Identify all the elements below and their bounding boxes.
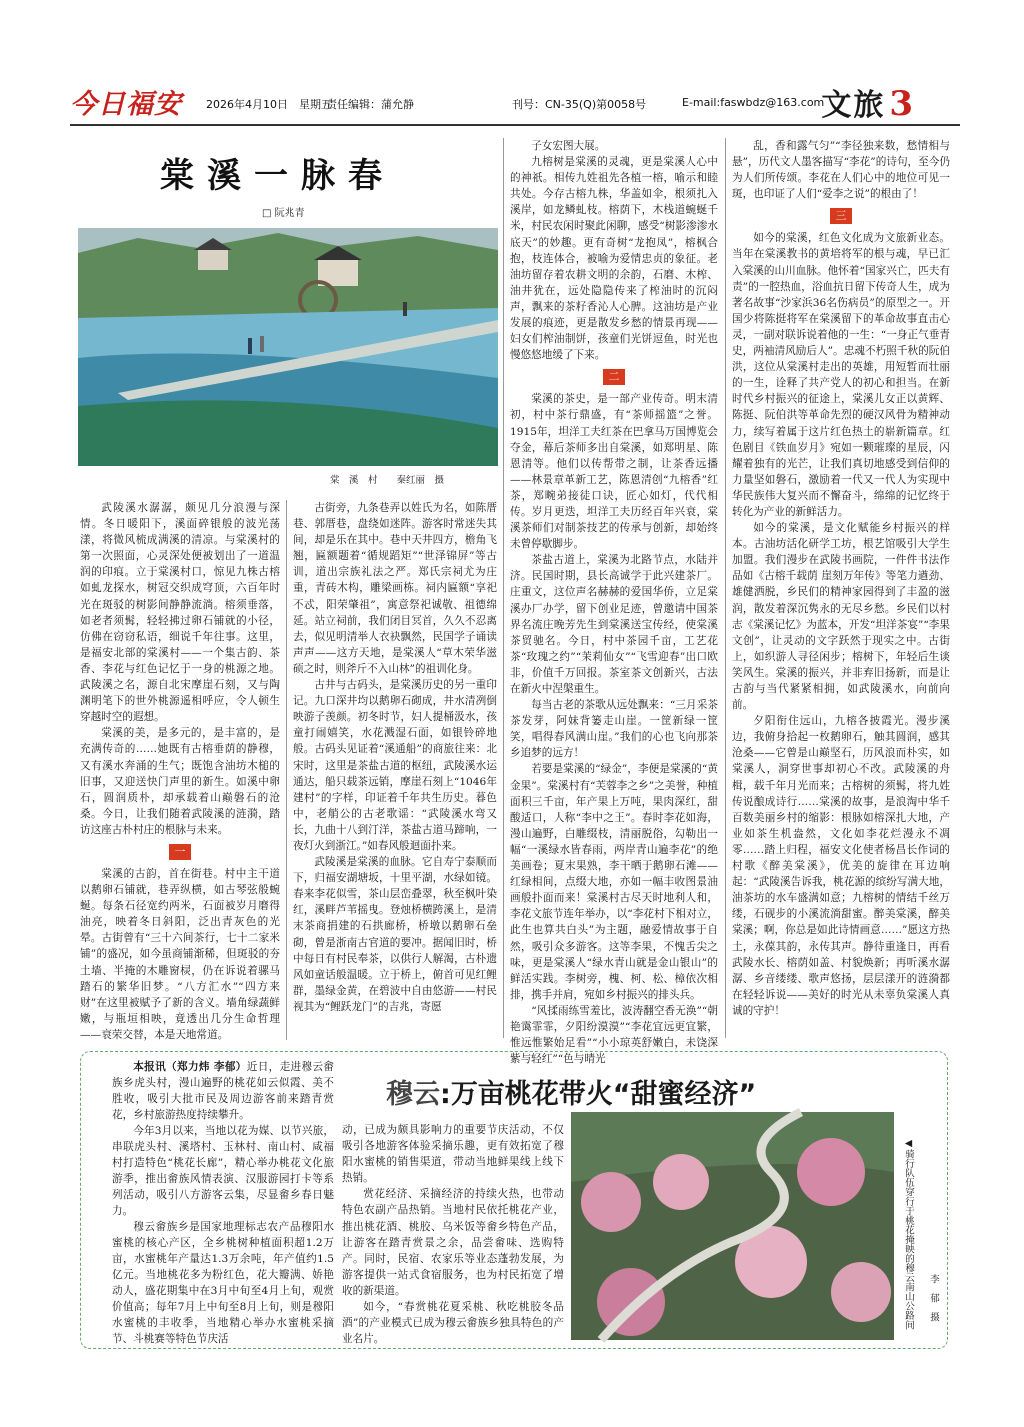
feature-photo-credit: 李 郁 摄 <box>928 1274 939 1322</box>
headline-separator: : <box>440 1079 451 1110</box>
paragraph: 若要是棠溪的“绿金”，李便是棠溪的“黄金果”。棠溪村有“芙蓉李之乡”之美誉，种植面积三千亩，年产果上万吨，果肉深红，甜酸适口，人称“李中之王”。春时李花如海，漫山遍野，白雕缀枝，清丽脱俗，勾勒出一幅“一溪绿水皆春雨，两岸青山遍李花”的绝美画卷；夏末果熟，李干晒于鹅卵石滩——红绿相间，点缀大地，亦如一幅丰收图景油画般扑面而来！棠溪村古尽天时地利人和，李花文旅节连年举办，以“李花村下相对立，此生也算共白头”为主题，融爱情故事于自然，吸引众多游客。这等李果，不愧舌尖之味，更是棠溪人“绿水青山就是金山银山”的鲜活实践。李树旁，槐、柯、松、樟依次相排，携手并肩，宛如乡村振兴的排头兵。 <box>510 763 718 1001</box>
headline-main: 万亩桃花带火“甜蜜经济” <box>450 1079 757 1110</box>
photo-caption: 棠 溪 村 秦红丽 摄 <box>330 475 445 486</box>
paragraph: 赏花经济、采摘经济的持续火热，也带动特色农副产品热销。当地村民依托桃花产业，推出桃花酒、桃胶、乌米饭等畲乡特色产品，让游客在踏青赏景之余，品尝畲味、选购特产。同时，民宿、农家乐等业态蓬勃发展，为游客提供一站式食宿服务，也为村民拓宽了增收的新渠道。 <box>342 1188 564 1297</box>
paragraph: 动，已成为颇具影响力的重要节庆活动，不仅吸引各地游客体验采摘乐趣，更有效拓宽了穆阳水蜜桃的销售渠道，带动当地鲜果线上线下热销。 <box>342 1124 564 1185</box>
column-divider <box>286 500 287 1040</box>
paragraph: 近日，走进穆云畲族乡虎头村，漫山遍野的桃花如云似霞、美不胜收，吸引大批市民及周边游客前来踏青赏花，乡村旅游热度持续攀升。 <box>112 1061 335 1121</box>
news-column-2 <box>342 1122 564 1346</box>
editor-credit: 责任编辑：蒲允静 <box>326 98 414 111</box>
paragraph: 如今的棠溪，是文化赋能乡村振兴的样本。古油坊活化研学工坊，根艺馆吸引大学生加盟。我们漫步在武陵书画院，一件件书法作品如《古榕千载荫 崖刻万年传》等笔力遒劲、雄健洒脱，乡民们的精神家园得到了丰盈的滋润，散发着深沉隽永的无尽乡愁。乡民们以村志《棠溪记忆》为蓝本，开发“坦洋茶宴”“李果文创”，让灵动的文字跃然于现实之中。古街上，如织游人寻径闲步；榕树下，年轻后生谈笑风生。棠溪的振兴，并非弃旧扬新，而是让古韵与当代紧紧相拥，如武陵溪水，向前向前。 <box>732 522 950 712</box>
newspaper-logo: 今日福安 <box>70 89 182 120</box>
article-column-4 <box>732 138 950 1038</box>
issue-number: 刊号：CN-35(Q)第0058号 <box>512 98 647 111</box>
article-column-1 <box>80 500 280 1040</box>
peach-blossom-illustration <box>571 1112 894 1340</box>
paragraph-lead <box>112 1059 334 1123</box>
article-title: 棠溪一脉春 <box>160 156 395 196</box>
page-number: 3 <box>889 84 915 124</box>
news-column-1 <box>112 1059 335 1345</box>
contact-email: E-mail:faswbdz@163.com <box>682 96 825 109</box>
byline: 本报讯（郑力炜 李郁） <box>133 1061 247 1073</box>
paragraph: 子女宏图大展。 <box>531 140 606 152</box>
paragraph: 夕阳衔住远山，九榕各披霞光。漫步溪边，我俯身拾起一枚鹅卵石，触其圆润，感其沧桑——它曾是山巅坚石，历风浪而朴实，如棠溪人，洞穿世事却初心不改。武陵溪的舟楫，载千年月光而来；古榕树的须髯，将九姓传说酿成诗行……棠溪的故事，是浪淘中华千百数美丽乡村的缩影：根脉如榕深扎大地，产业如茶生机盎然，文化如李花烂漫永不凋零……踏上归程，福安文化使者杨昌长作词的村歌《醉美棠溪》，优美的旋律在耳边响起：“武陵溪告诉我，桃花源的缤纷写满大地，油茶坊的水车盛满如意；九榕树的情结千丝万缕，石砚步的小溪流淌甜蜜。醉美棠溪，醉美棠溪；啊，你总是如此诗情画意……”愿这方热土，永葆其韵，永传其声。静待重逢日，再看武陵水长、榕荫如盖、村貌焕新；再听溪水潺潺、乡音缕缕、歌声悠扬，层层漾开的涟漪都在轻轻诉说——美好的时光从未辜负棠溪人真诚的守护！ <box>732 715 950 1017</box>
paragraph: 武陵溪是棠溪的血脉。它自寿宁泰顺而下，归福安湖塘坂，十里平湖，水绿如镜。春来李花似雪，茶山层峦叠翠，秋至枫叶染红，溪畔芦苇摇曳。登烛桥横跨溪上，是清末茶商捐建的石拱廊桥，桥墩以鹅卵石垒砌，曾是浙南古官道的要冲。据闻旧时，桥中每日有村民奉茶，以供行人解渴，古朴遗风如童话般温暖。立于桥上，俯首可见红鲤群，墨绿金黄，在碧波中自由悠游——村民视其为“鲤跃龙门”的吉兆，寄愿 <box>293 856 497 1013</box>
section-name: 文旅 <box>821 88 886 123</box>
column-divider <box>503 138 504 1038</box>
peach-blossom-road-photo <box>571 1112 894 1340</box>
section-badge-2: 二 <box>603 369 625 385</box>
article-column-2 <box>293 500 497 1040</box>
paragraph: 棠溪的茶史，是一部产业传奇。明末清初，村中茶行鼎盛，有“茶师摇篮”之誉。1915年，坦洋工夫红茶在巴拿马万国博览会夺金，幕后茶师多出自棠溪，如郑明星、陈恩清等。他们以传帮带之制，让茶香远播——林景章革新工艺，陈恩清创“九榕香”红茶，郑畹弟接徒口诀，匠心如灯，代代相传。岁月更迭，坦洋工夫历经百年兴衰，棠溪茶师们对制茶技艺的传承与创新，却始终未曾停歇脚步。 <box>510 393 718 551</box>
paragraph: 古街旁，九条巷弄以姓氏为名，如陈厝巷、郭厝巷，盘绕如迷阵。游客时常迷失其间，却是乐在其中。巷中天井四方，檐角飞翘，匾额题着“循规蹈矩”“世泽锦屏”等古训，道出宗族礼法之严。郑氏宗祠尤为庄重，青砖木构，雕梁画栋。祠内匾额“享祀不忒，阳荣肇祖”，寓意祭祀诚敬、祖德绵延。站立祠前，我们闭目冥首，久久不忍离去，似见明清举人衣袂飘然，民国学子诵读声声——这方天地，是棠溪人“草木荣华滋硕之时，则斧斤不入山林”的祖训化身。 <box>293 502 497 675</box>
paragraph: 今年3月以来，当地以花为媒、以节兴旅，串联虎头村、溪塔村、玉林村、南山村、咸福村打造特色“桃花长廊”，精心举办桃花文化旅游季，推出畲族风情表演、汉服游园打卡等系列活动，吸引八方游客云集，尽显畲乡春日魅力。 <box>112 1125 334 1217</box>
masthead-rule <box>70 124 960 126</box>
feature-headline <box>386 1072 756 1111</box>
section-badge-1: 一 <box>169 844 191 860</box>
paragraph: “风揉雨练雪羞比，波涛翻空香无涣”“朝艳霭霏霏，夕阳纷漠漠”“李花宜远更宜繁，惟远惟繁始足看”“小小琼英舒嫩白，未饶深紫与轻红”“色与晴光 <box>510 1004 718 1066</box>
column-divider <box>725 138 726 1038</box>
paragraph: 穆云畲族乡是国家地理标志农产品穆阳水蜜桃的核心产区，全乡桃树种植面积超1.2万亩，水蜜桃年产量达1.3万余吨，年产值约1.5亿元。当地桃花多为粉红色，花大瓣满、娇艳动人，盛花期集中在3月中旬至4月上旬，观赏价值高；每年7月上中旬至8月上旬，则是穆阳水蜜桃的丰收季，当地精心举办水蜜桃采摘节、斗桃赛等特色节庆活 <box>112 1221 334 1345</box>
article-author: □ 阮兆青 <box>262 208 305 219</box>
village-river-photo <box>78 228 498 466</box>
paragraph: 每当古老的茶歌从远处飘来：“三月采茶茶发芽，阿妹背篓走山崖。一筐新绿一筐笑，唱得春风满山崖。”我们的心也飞向那茶乡追梦的远方！ <box>510 699 718 760</box>
section-badge-3: 三 <box>830 208 852 224</box>
paragraph: 武陵溪水潺潺，颇见几分浪漫与深情。冬日暖阳下，溪面碎银般的波光荡漾，将微风梳成满溪的清凉。与棠溪村的第一次照面，心灵深处便被划出了一道温润的印痕。立于棠溪村口，惊见九株古榕如虬龙探水，树冠交织成穹顶，六百年时光在斑驳的树影间静静流淌。榕须垂落，如老者须髯，轻轻拂过卵石铺就的小径，仿佛在窃窃私语，细说千年往事。这里，是福安北部的棠溪村——一个集古韵、茶香、李花与红色记忆于一身的桃源之地。武陵溪之名，源自北宋摩崖石刻，又与陶渊明笔下的世外桃源遥相呼应，令人顿生穿越时空的遐想。 <box>80 502 280 724</box>
paragraph: 如今，“春赏桃花夏采桃、秋吃桃胶冬品酒”的产业模式已成为穆云畲族乡独具特色的产业名片。 <box>342 1301 564 1346</box>
village-river-illustration <box>78 228 498 466</box>
section-heading <box>821 80 915 124</box>
paragraph: 如今的棠溪，红色文化成为文旅新业态。当年在棠溪教书的黄培将军的根与魂，早已汇入棠溪的山川血脉。他怀着“国家兴亡，匹夫有责”的一腔热血，浴血抗日留下传奇人生，成为著名故事“沙家浜36名伤病员”的原型之一。开国少将陈挺将军在棠溪留下的革命故事直击心灵，一副对联诉说着他的一生：“一身正气垂青史，两袖清风励后人”。忠魂不朽照千秋的阮伯洪，这位从棠溪村走出的英雄，用短暂而壮丽的一生，诠释了共产党人的初心和担当。在新时代乡村振兴的征途上，棠溪儿女正以黄辉、陈挺、阮伯洪等革命先烈的硬汉风骨为精神动力，续写着属于这片红色热土的崭新篇章。红色剧目《铁血岁月》宛如一颗璀璨的星辰，闪耀着独有的光芒，让我们真切地感受到信仰的力量坚如磐石，激励着一代又一代人为实现中华民族伟大复兴而不懈奋斗，绵绵的记忆终于转化为产业的新鲜活力。 <box>732 232 950 518</box>
masthead <box>70 80 960 124</box>
paragraph: 茶盐古道上，棠溪为北路节点，水陆并济。民国时期，县长高诚学于此兴建茶厂。庄重文，这位声名赫赫的爱国华侨，立足棠溪办厂办学，留下创业足迹，曾邀请中国茶界名流庄晚芳先生到棠溪送宝传经，使棠溪茶贸驰名。今日，村中茶园千亩，工艺花茶“玫瑰之约”“茉莉仙女”“飞雪迎春”出口欧非，价值千万回报。茶室茶文创新兴，古法在新火中涅槃重生。 <box>510 554 718 695</box>
paragraph: 乱，香和露气匀”“李径独来数，愁情相与悬”，历代文人墨客描写“李花”的诗句，至今仍为人们所传颂。李花在人们心中的地位可见一斑，也印证了人们“爱李之说”的根由了！ <box>732 140 950 201</box>
paragraph: 九榕树是棠溪的灵魂，更是棠溪人心中的神祇。相传九姓祖先各植一榕，喻示和睦共处。今存古榕九株，华盖如伞，根须扎入溪岸，如龙鳞虬枝。榕荫下，木栈道蜿蜒千米，村民农闲时聚此闲聊，感受“树影渗渗水底天”的妙趣。更有奇树“龙抱凤”，榕枫合抱，枝连体合，被喻为爱情忠贞的象征。老油坊留存着农耕文明的余韵，石磨、木榨、油井犹在，远处隐隐传来了榨油时的沉闷声，飘来的茶籽香沁人心脾。这油坊是产业发展的痕迹，更是散发乡愁的情景再现——妇女们榨油制饼，孩童们光饼逗鱼，时光也慢悠悠地缓了下来。 <box>510 156 718 362</box>
article-column-3 <box>510 138 718 1066</box>
issue-date: 2026年4月10日 星期五 <box>206 98 332 111</box>
paragraph: 棠溪的美，是多元的，是丰富的，是充满传奇的……她既有古榕垂荫的静穆，又有溪水奔涌的生气；既饱含油坊木槌的旧事，又迎送快门声里的新生。如溪中卵石，圆润质朴，却承载着山巅磐石的沧桑。今日，让我们随着武陵溪的涟漪，踏访这座古朴村庄的根脉与未来。 <box>80 727 280 836</box>
headline-place: 穆云 <box>386 1079 440 1110</box>
paragraph: 棠溪的古韵，首在街巷。村中主干道以鹅卵石铺就，巷弄纵横，如古琴弦般蜿蜒。每条石径宽约两米，石面被岁月磨得油亮，映着冬日斜阳，泛出青灰色的光晕。古街曾有“三十六间茶行，七十二家米铺”的盛况，如今虽商铺渐稀，但斑驳的夯土墙、半掩的木雕窗棂，仍在诉说着骡马踏石的繁华旧梦。“八方汇水”“四方来财”在这里被赋予了新的含义。墙角绿蔬鲜嫩，与瓶垣相映，竟透出几分生命哲理——衰荣交替，本是天地常道。 <box>80 867 280 1041</box>
feature-photo-caption: ◀骑行队伍穿行于桃花掩映的穆云南山公路间 <box>903 1138 914 1330</box>
paragraph: 古井与古码头，是棠溪历史的另一重印记。九口深井均以鹅卵石砌成，井水清冽倒映游子羡颜。初冬时节，妇人提桶汲水，孩童打闹嬉笑，水花溅湿石面，如银铃碎地般。古码头见证着“溪通船”的商旅往来：北宋时，这里是茶盐古道的枢纽，武陵溪水运通达，船只载茶远销，摩崖石刻上“1046年建村”的字样，印证着千年共生历史。暮色中，老艄公的古老歌谣：“武陵溪水弯又长，九曲十八到汀洋，茶盐古道马蹄响，一夜灯火到浙江。”如春风般迴面扑来。 <box>293 679 497 852</box>
